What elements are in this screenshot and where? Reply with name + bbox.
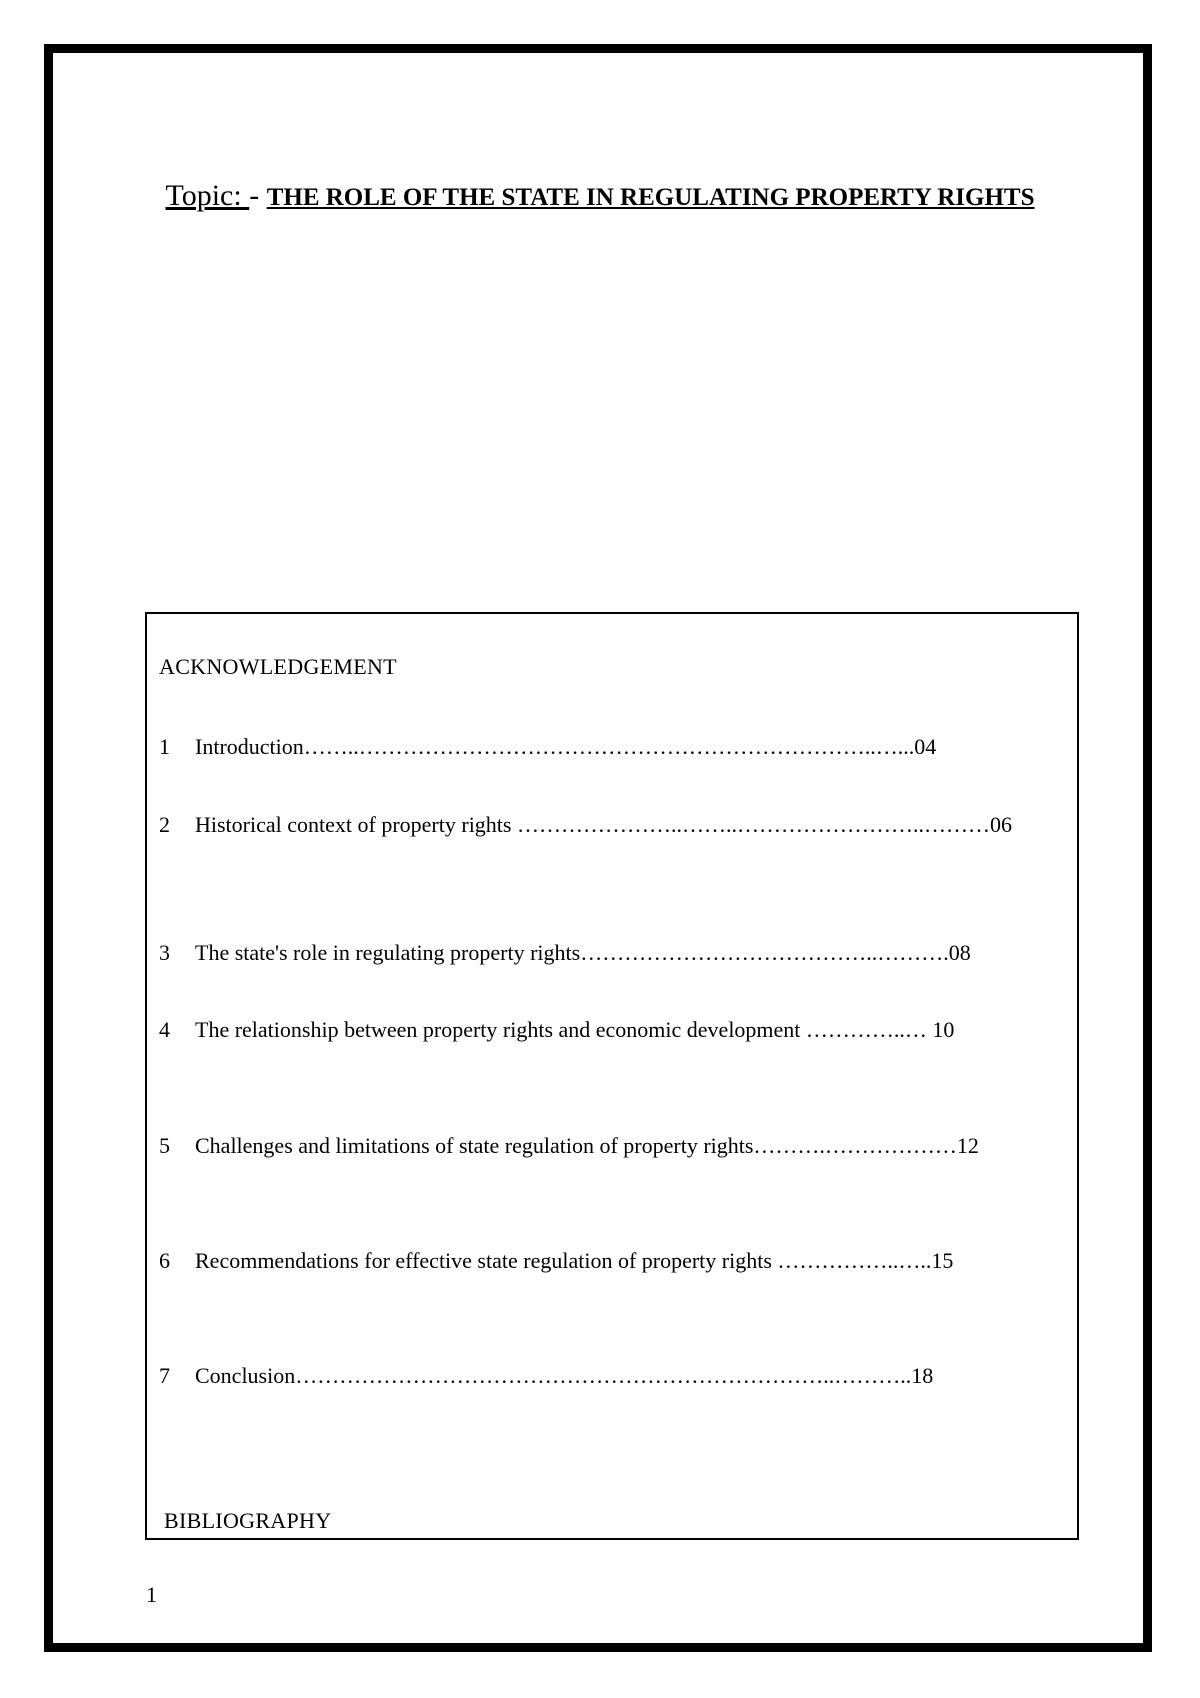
toc-entry-state-role [159, 932, 1065, 973]
toc-entry-introduction [159, 726, 1065, 767]
title-dash: - [249, 179, 267, 212]
toc-entry-number: 6 [159, 1248, 170, 1273]
toc-entry-number: 7 [159, 1363, 170, 1388]
toc-entry-challenges [159, 1125, 1065, 1166]
page-title [60, 170, 1140, 227]
toc-entry-number: 1 [159, 734, 170, 759]
toc-entry-text: Challenges and limitations of state regulation of property rights……….………………12 [195, 1133, 979, 1158]
toc-entry-text: Recommendations for effective state regulation of property rights ……………..…..15 [195, 1248, 954, 1273]
toc-entry-text: The relationship between property rights and economic development …………..… 10 [195, 1017, 955, 1042]
toc-heading-bibliography: BIBLIOGRAPHY [164, 1508, 332, 1533]
title-label: Topic: [165, 179, 250, 212]
table-of-contents [145, 612, 1079, 1540]
toc-entry-economic-development [159, 1009, 1065, 1050]
toc-entry-number: 3 [159, 940, 170, 965]
toc-entry-conclusion [159, 1355, 1065, 1396]
page-number: 1 [146, 1582, 157, 1607]
toc-entry-number: 2 [159, 812, 170, 837]
title-text: THE ROLE OF THE STATE IN REGULATING PROPERTY RIGHTS [266, 184, 1035, 211]
toc-entry-text: Introduction……..……………………………………………………………..…...04 [195, 734, 937, 759]
toc-entry-historical-context [159, 804, 1065, 845]
toc-entry-text: The state's role in regulating property rights…………………………………..……….08 [195, 940, 971, 965]
toc-entry-number: 5 [159, 1133, 170, 1158]
toc-entry-number: 4 [159, 1017, 170, 1042]
toc-entry-text: Conclusion………………………………………………………………..………..18 [195, 1363, 934, 1388]
toc-entry-recommendations [159, 1240, 1065, 1281]
toc-heading-acknowledgement: ACKNOWLEDGEMENT [159, 654, 397, 679]
toc-entry-text: Historical context of property rights …………………..……..……………………..………06 [195, 812, 1012, 837]
